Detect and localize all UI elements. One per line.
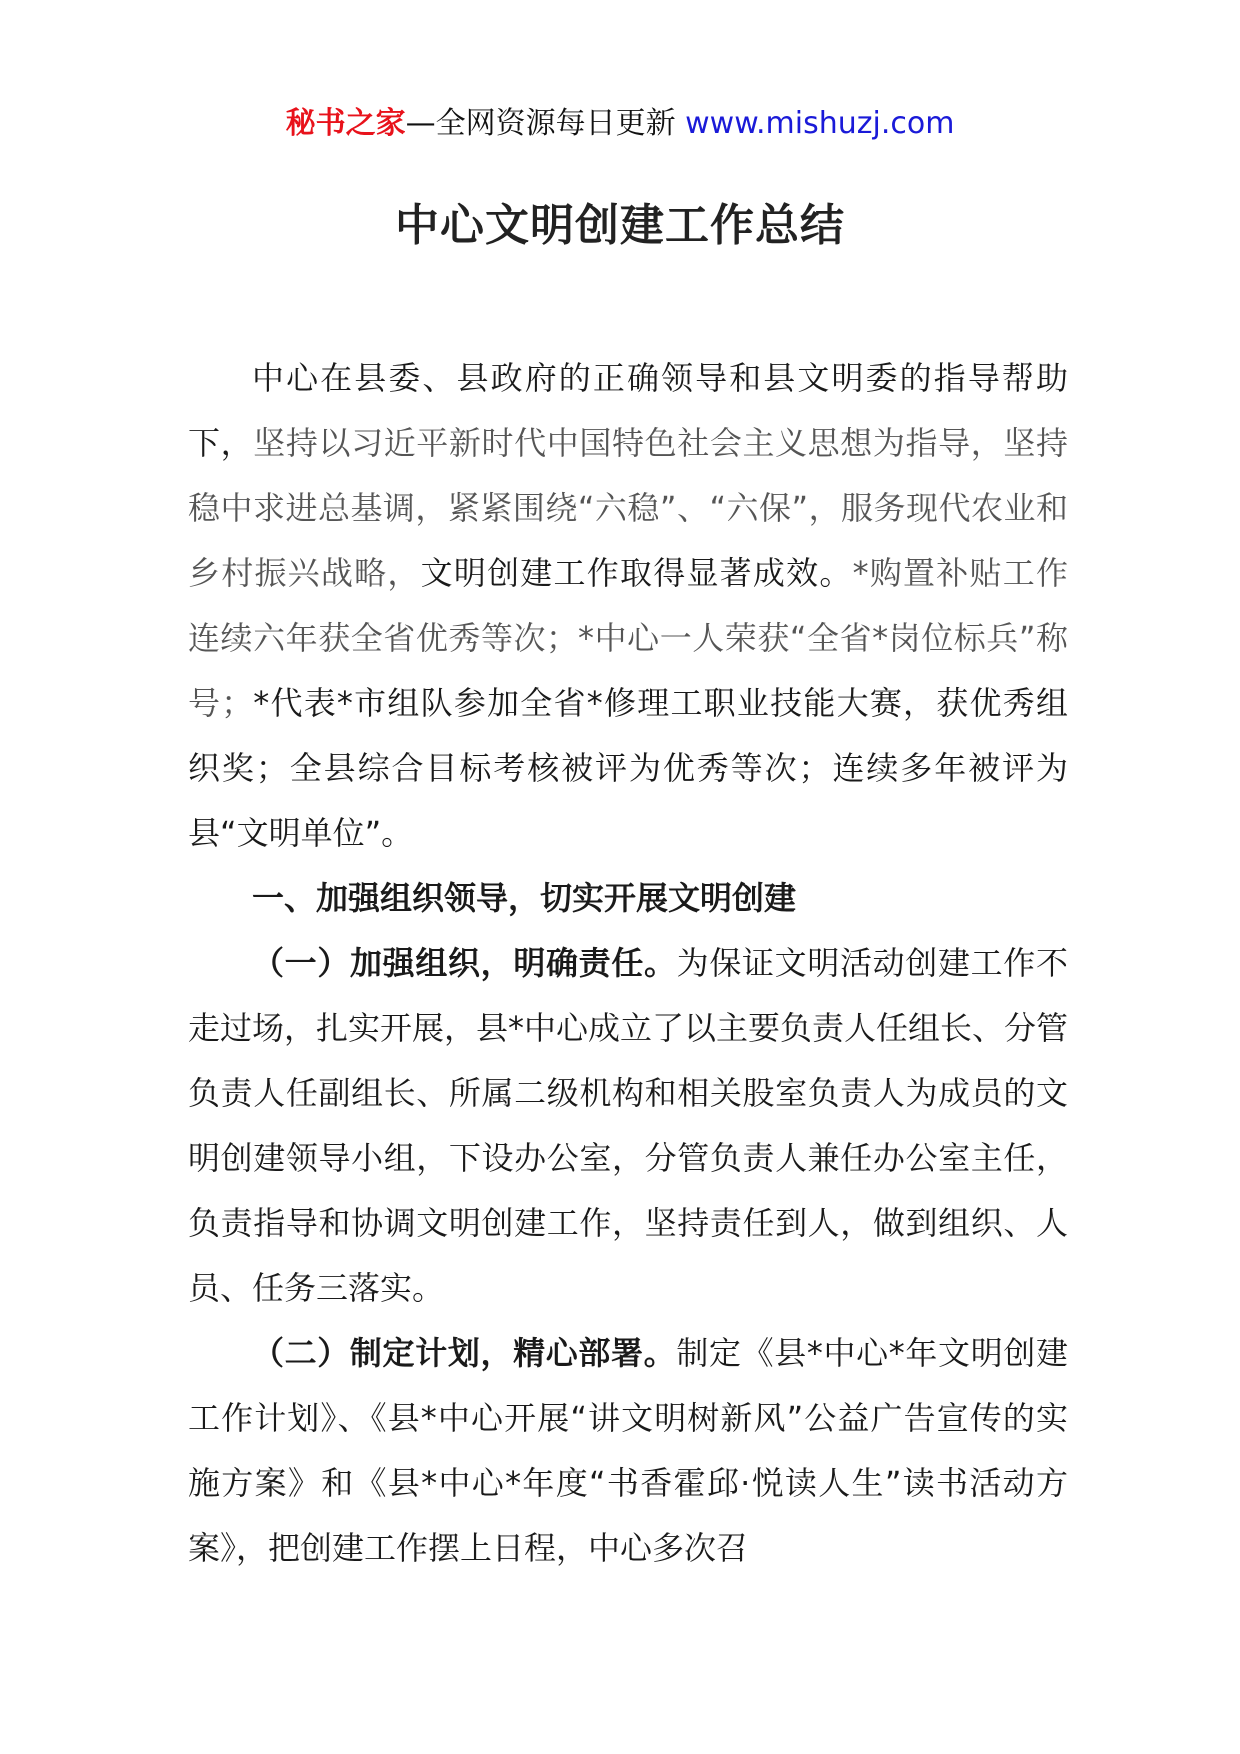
section-item-2: [188, 1321, 1068, 1581]
document-body: [188, 346, 1068, 1581]
section-heading: 一、加强组织领导，切实开展文明创建: [252, 879, 797, 917]
item-1-text: 为保证文明活动创建工作不走过场，扎实开展，县*中心成立了以主要负责人任组长、分管负责人任副组长、所属二级机构和相关股室负责人为成员的文明创建领导小组，下设办公室，分管负责人兼任办公室主任，负责指导和协调文明创建工作，坚持责任到人，做到组织、人员、任务三落实。: [188, 944, 1069, 1307]
intro-text-4: *购置补贴工作连续六年获全省优秀等次；*中心一人荣获“全省*岗位标兵”称号；: [188, 554, 1068, 722]
item-2-title: （二）制定计划，精心部署。: [252, 1334, 677, 1372]
brand-name: 秘书之家: [285, 106, 406, 141]
intro-text-3: 文明创建工作取得显著成效。: [420, 554, 853, 592]
intro-text-5: *代表*市组队参加全省*修理工职业技能大赛，获优秀组织奖；全县综合目标考核被评为优秀等次；连续多年被评为县“文明单位”。: [188, 684, 1068, 852]
site-url-link[interactable]: www.mishuzj.com: [685, 106, 955, 141]
item-1-title: （一）加强组织，明确责任。: [252, 944, 677, 982]
banner-tagline: —全网资源每日更新: [405, 106, 686, 141]
intro-text-2: 坚持以习近平新时代中国特色社会主义思想为指导，坚持稳中求进总基调，紧紧围绕“六稳”、“六保”，服务现代农业和乡村振兴战略，: [188, 424, 1068, 592]
item-2-text: 制定《县*中心*年文明创建工作计划》、《县*中心开展“讲文明树新风”公益广告宣传的实施方案》和《县*中心*年度“书香霍邱·悦读人生”读书活动方案》，把创建工作摆上日程，中心多次召: [188, 1334, 1068, 1567]
intro-text-1: 中心在县委、县政府的正确领导和县文明委的指导帮助下，: [188, 359, 1068, 462]
document-title: 中心文明创建工作总结: [395, 200, 845, 251]
intro-paragraph: [188, 346, 1068, 866]
site-banner: [0, 100, 1240, 148]
section-item-1: [188, 931, 1068, 1321]
